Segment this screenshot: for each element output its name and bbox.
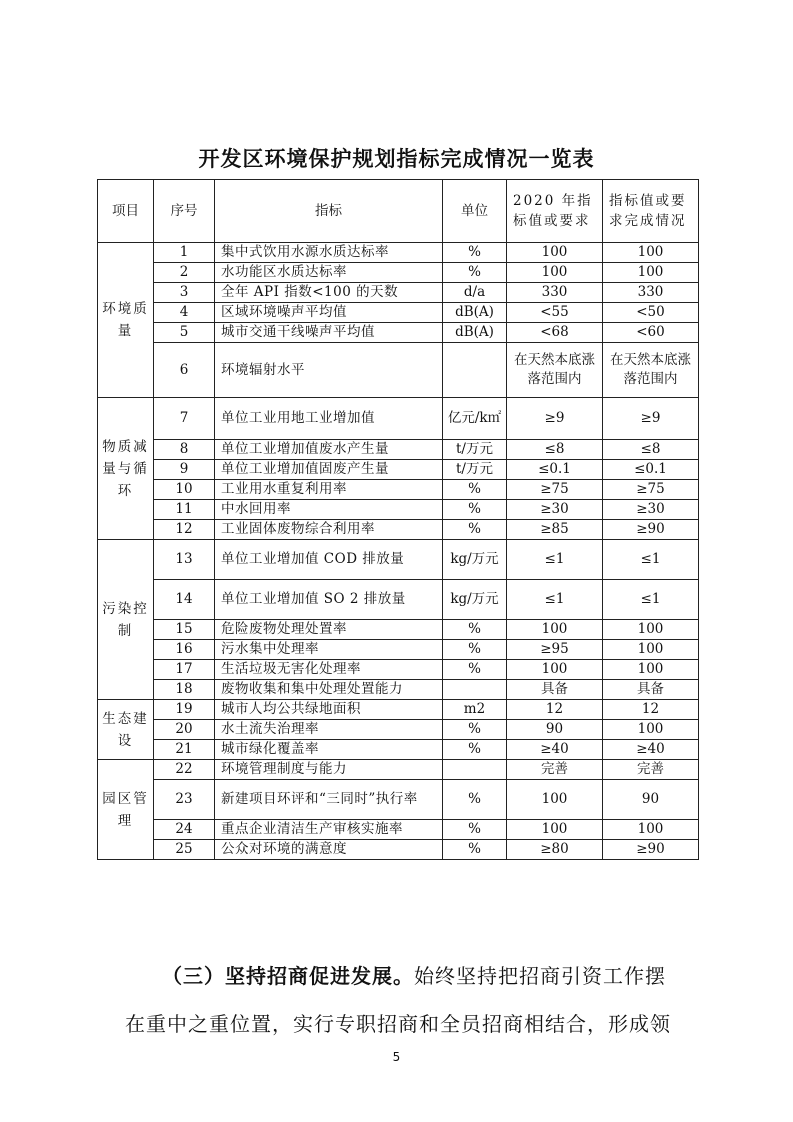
cell-seq: 2 — [154, 263, 215, 283]
cell-status: ≥40 — [603, 740, 699, 760]
cell-unit: % — [443, 720, 507, 740]
cell-seq: 8 — [154, 440, 215, 460]
cell-target: 100 — [507, 820, 603, 840]
cell-target: <55 — [507, 303, 603, 323]
cell-status: 100 — [603, 620, 699, 640]
cell-status: ≤8 — [603, 440, 699, 460]
table-row — [98, 398, 699, 440]
cell-target: 完善 — [507, 760, 603, 780]
page-number: 5 — [392, 1050, 401, 1064]
cell-unit: % — [443, 480, 507, 500]
paragraph-bold-lead: （三）坚持招商促进发展。 — [162, 964, 414, 988]
cell-target: ≤1 — [507, 540, 603, 580]
cell-seq: 18 — [154, 680, 215, 700]
table-row — [98, 500, 699, 520]
cell-indicator: 新建项目环评和“三同时”执行率 — [215, 780, 443, 820]
cell-status: 100 — [603, 640, 699, 660]
cell-status: ≤1 — [603, 540, 699, 580]
cell-status: 12 — [603, 700, 699, 720]
table-row — [98, 760, 699, 780]
cell-target: ≥9 — [507, 398, 603, 440]
cell-seq: 17 — [154, 660, 215, 680]
category-ecology: 生态建设 — [98, 700, 154, 760]
cell-seq: 19 — [154, 700, 215, 720]
cell-unit: % — [443, 500, 507, 520]
cell-indicator: 城市绿化覆盖率 — [215, 740, 443, 760]
cell-status: ≤0.1 — [603, 460, 699, 480]
cell-unit: m2 — [443, 700, 507, 720]
cell-target: ≤1 — [507, 580, 603, 620]
cell-seq: 12 — [154, 520, 215, 540]
table-row — [98, 323, 699, 343]
cell-unit: d/a — [443, 283, 507, 303]
cell-status: ≤1 — [603, 580, 699, 620]
cell-seq: 10 — [154, 480, 215, 500]
header-project: 项目 — [98, 180, 154, 243]
cell-seq: 1 — [154, 243, 215, 263]
cell-indicator: 工业固体废物综合利用率 — [215, 520, 443, 540]
cell-unit: % — [443, 620, 507, 640]
paragraph-line-2: 在重中之重位置，实行专职招商和全员招商相结合，形成领 — [125, 1012, 671, 1036]
cell-unit — [443, 343, 507, 398]
table-row — [98, 640, 699, 660]
page-title: 开发区环境保护规划指标完成情况一览表 — [198, 147, 595, 171]
cell-indicator: 生活垃圾无害化处理率 — [215, 660, 443, 680]
paragraph-line-1 — [162, 960, 702, 989]
table-row — [98, 620, 699, 640]
table-row — [98, 840, 699, 860]
header-indicator: 指标 — [215, 180, 443, 243]
table-body — [98, 243, 699, 860]
cell-unit: t/万元 — [443, 460, 507, 480]
cell-indicator: 单位工业增加值 SO 2 排放量 — [215, 580, 443, 620]
indicator-table — [97, 179, 699, 860]
table-row — [98, 780, 699, 820]
table-row — [98, 343, 699, 398]
header-status: 指标值或要求完成情况 — [603, 180, 699, 243]
cell-seq: 20 — [154, 720, 215, 740]
category-env: 环境质量 — [98, 243, 154, 398]
cell-target: ≤8 — [507, 440, 603, 460]
table-row — [98, 700, 699, 720]
cell-seq: 7 — [154, 398, 215, 440]
cell-target: ≥40 — [507, 740, 603, 760]
cell-target: ≤0.1 — [507, 460, 603, 480]
cell-unit — [443, 680, 507, 700]
table-row — [98, 720, 699, 740]
cell-status: ≥75 — [603, 480, 699, 500]
cell-target: 12 — [507, 700, 603, 720]
table-row — [98, 303, 699, 323]
table-row — [98, 540, 699, 580]
cell-status: 100 — [603, 263, 699, 283]
cell-unit: % — [443, 243, 507, 263]
table-row — [98, 580, 699, 620]
cell-indicator: 城市人均公共绿地面积 — [215, 700, 443, 720]
table-row — [98, 243, 699, 263]
cell-seq: 9 — [154, 460, 215, 480]
cell-status: ≥90 — [603, 840, 699, 860]
cell-unit: dB(A) — [443, 303, 507, 323]
table-row — [98, 263, 699, 283]
cell-target: 330 — [507, 283, 603, 303]
cell-indicator: 危险废物处理处置率 — [215, 620, 443, 640]
cell-unit: % — [443, 520, 507, 540]
category-park: 园区管理 — [98, 760, 154, 860]
table-row — [98, 820, 699, 840]
table-row — [98, 460, 699, 480]
cell-target: 90 — [507, 720, 603, 740]
cell-seq: 11 — [154, 500, 215, 520]
cell-indicator: 单位工业用地工业增加值 — [215, 398, 443, 440]
cell-indicator: 废物收集和集中处理处置能力 — [215, 680, 443, 700]
table-row — [98, 480, 699, 500]
cell-indicator: 环境辐射水平 — [215, 343, 443, 398]
cell-target: ≥75 — [507, 480, 603, 500]
cell-target: 100 — [507, 780, 603, 820]
cell-target: 100 — [507, 243, 603, 263]
cell-target: <68 — [507, 323, 603, 343]
header-unit: 单位 — [443, 180, 507, 243]
cell-status: ≥30 — [603, 500, 699, 520]
cell-target: ≥85 — [507, 520, 603, 540]
cell-unit: % — [443, 640, 507, 660]
table-row — [98, 440, 699, 460]
cell-indicator: 单位工业增加值废水产生量 — [215, 440, 443, 460]
cell-unit: % — [443, 263, 507, 283]
cell-unit: dB(A) — [443, 323, 507, 343]
cell-indicator: 单位工业增加值固废产生量 — [215, 460, 443, 480]
cell-indicator: 环境管理制度与能力 — [215, 760, 443, 780]
cell-unit: kg/万元 — [443, 580, 507, 620]
cell-seq: 23 — [154, 780, 215, 820]
cell-indicator: 水土流失治理率 — [215, 720, 443, 740]
table-row — [98, 283, 699, 303]
cell-indicator: 区域环境噪声平均值 — [215, 303, 443, 323]
cell-indicator: 单位工业增加值 COD 排放量 — [215, 540, 443, 580]
cell-unit: t/万元 — [443, 440, 507, 460]
table-row — [98, 680, 699, 700]
cell-indicator: 重点企业清洁生产审核实施率 — [215, 820, 443, 840]
cell-target: 100 — [507, 263, 603, 283]
cell-status: 90 — [603, 780, 699, 820]
cell-status: 330 — [603, 283, 699, 303]
category-material: 物质减量与循环 — [98, 398, 154, 540]
cell-seq: 24 — [154, 820, 215, 840]
header-seq: 序号 — [154, 180, 215, 243]
cell-seq: 5 — [154, 323, 215, 343]
cell-status: 在天然本底涨落范围内 — [603, 343, 699, 398]
cell-target: ≥95 — [507, 640, 603, 660]
cell-seq: 13 — [154, 540, 215, 580]
cell-status: 100 — [603, 820, 699, 840]
cell-unit: kg/万元 — [443, 540, 507, 580]
cell-unit — [443, 760, 507, 780]
cell-unit: % — [443, 780, 507, 820]
table-row — [98, 660, 699, 680]
cell-status: <50 — [603, 303, 699, 323]
cell-status: 具备 — [603, 680, 699, 700]
cell-seq: 4 — [154, 303, 215, 323]
cell-unit: 亿元/k㎡ — [443, 398, 507, 440]
cell-target: ≥80 — [507, 840, 603, 860]
cell-seq: 22 — [154, 760, 215, 780]
cell-status: <60 — [603, 323, 699, 343]
cell-indicator: 水功能区水质达标率 — [215, 263, 443, 283]
cell-seq: 21 — [154, 740, 215, 760]
cell-indicator: 城市交通干线噪声平均值 — [215, 323, 443, 343]
cell-indicator: 工业用水重复利用率 — [215, 480, 443, 500]
cell-seq: 25 — [154, 840, 215, 860]
cell-unit: % — [443, 740, 507, 760]
cell-seq: 14 — [154, 580, 215, 620]
cell-unit: % — [443, 840, 507, 860]
cell-indicator: 集中式饮用水源水质达标率 — [215, 243, 443, 263]
cell-status: 100 — [603, 243, 699, 263]
cell-seq: 16 — [154, 640, 215, 660]
cell-status: 完善 — [603, 760, 699, 780]
category-pollution: 污染控制 — [98, 540, 154, 700]
cell-indicator: 污水集中处理率 — [215, 640, 443, 660]
cell-indicator: 公众对环境的满意度 — [215, 840, 443, 860]
cell-target: 具备 — [507, 680, 603, 700]
cell-indicator: 中水回用率 — [215, 500, 443, 520]
cell-target: ≥30 — [507, 500, 603, 520]
cell-target: 100 — [507, 660, 603, 680]
cell-indicator: 全年 API 指数<100 的天数 — [215, 283, 443, 303]
cell-seq: 15 — [154, 620, 215, 640]
paragraph-line-1-rest: 始终坚持把招商引资工作摆 — [414, 964, 666, 988]
cell-status: 100 — [603, 660, 699, 680]
cell-seq: 3 — [154, 283, 215, 303]
cell-status: ≥90 — [603, 520, 699, 540]
cell-target: 在天然本底涨落范围内 — [507, 343, 603, 398]
header-target: 2020 年指标值或要求 — [507, 180, 603, 243]
cell-target: 100 — [507, 620, 603, 640]
cell-status: ≥9 — [603, 398, 699, 440]
cell-unit: % — [443, 660, 507, 680]
cell-unit: % — [443, 820, 507, 840]
cell-seq: 6 — [154, 343, 215, 398]
table-row — [98, 520, 699, 540]
cell-status: 100 — [603, 720, 699, 740]
table-row — [98, 740, 699, 760]
